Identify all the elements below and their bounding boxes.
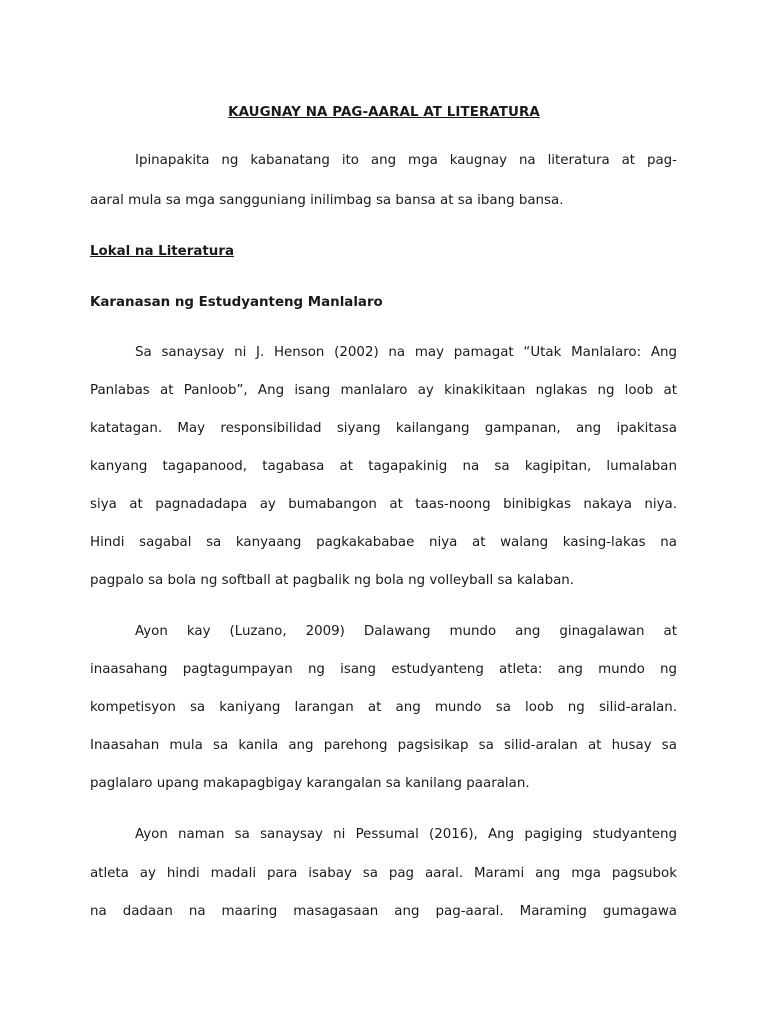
paragraph-line: siya at pagnadadapa ay bumabangon at taas-noong binibigkas nakaya niya. <box>90 497 677 512</box>
paragraph-line: kanyang tagapanood, tagabasa at tagapakinig na sa kagipitan, lumalaban <box>90 459 677 474</box>
paragraph-line: Ayon naman sa sanaysay ni Pessumal (2016), Ang pagiging studyanteng <box>135 827 677 842</box>
paragraph-line: Panlabas at Panloob”, Ang isang manlalaro ay kinakikitaan nglakas ng loob at <box>90 383 677 398</box>
paragraph-line: Ayon kay (Luzano, 2009) Dalawang mundo ang ginagalawan at <box>135 624 677 639</box>
paragraph-line: katatagan. May responsibilidad siyang kailangang gampanan, ang ipakitasa <box>90 421 677 436</box>
paragraph-line: pagpalo sa bola ng softball at pagbalik ng bola ng volleyball sa kalaban. <box>90 573 575 588</box>
paragraph-line: kompetisyon sa kaniyang larangan at ang mundo sa loob ng silid-aralan. <box>90 700 677 715</box>
subsection-heading: Karanasan ng Estudyanteng Manlalaro <box>90 295 383 310</box>
intro-line: Ipinapakita ng kabanatang ito ang mga kaugnay na literatura at pag- <box>135 153 677 168</box>
paragraph-line: inaasahang pagtagumpayan ng isang estudyanteng atleta: ang mundo ng <box>90 662 677 677</box>
document-title: KAUGNAY NA PAG-AARAL AT LITERATURA <box>228 105 540 120</box>
paragraph-line: na dadaan na maaring masagasaan ang pag-aaral. Maraming gumagawa <box>90 904 677 919</box>
section-heading: Lokal na Literatura <box>90 244 234 259</box>
paragraph-line: atleta ay hindi madali para isabay sa pag aaral. Marami ang mga pagsubok <box>90 866 677 881</box>
paragraph-line: Inaasahan mula sa kanila ang parehong pagsisikap sa silid-aralan at husay sa <box>90 738 677 753</box>
paragraph-line: Hindi sagabal sa kanyaang pagkakababae niya at walang kasing-lakas na <box>90 535 677 550</box>
paragraph-line: paglalaro upang makapagbigay karangalan sa kanilang paaralan. <box>90 776 530 791</box>
paragraph-line: Sa sanaysay ni J. Henson (2002) na may pamagat “Utak Manlalaro: Ang <box>135 345 677 360</box>
intro-line: aaral mula sa mga sangguniang inilimbag sa bansa at sa ibang bansa. <box>90 193 564 208</box>
